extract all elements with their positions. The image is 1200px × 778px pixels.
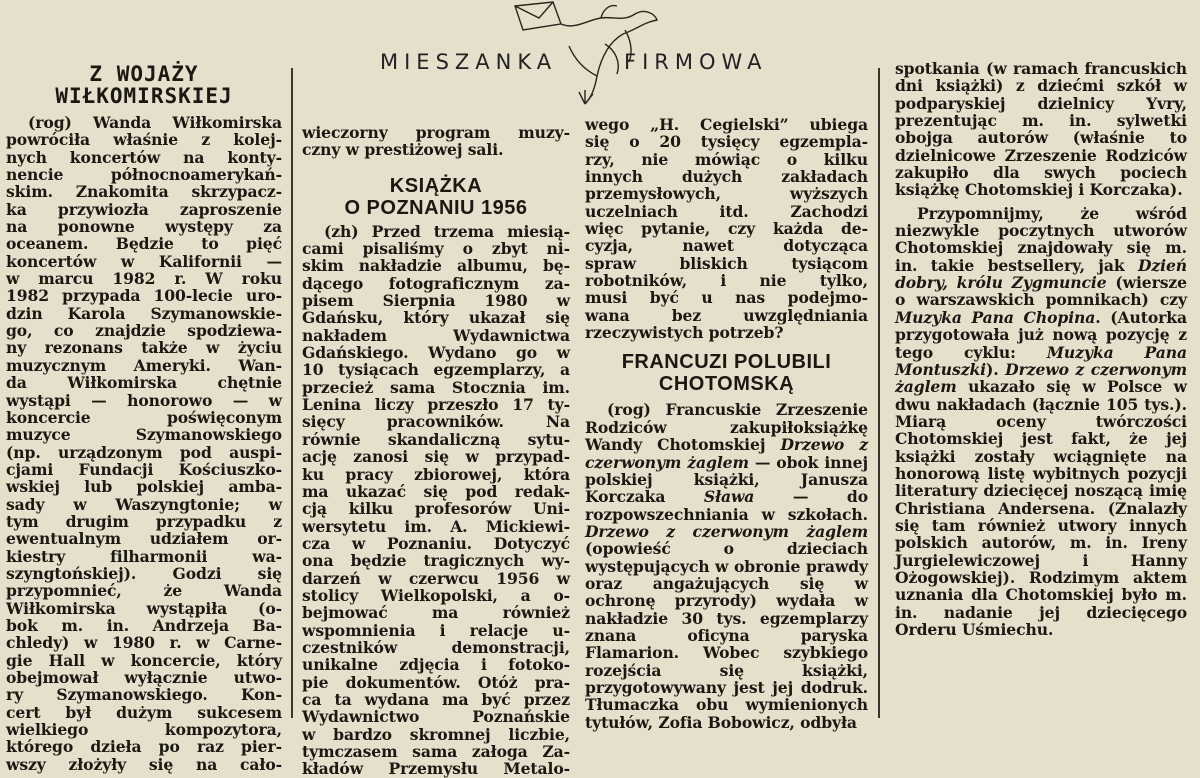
text-line: cją kilku profesorów Uni- bbox=[302, 499, 570, 519]
text-line: wana bez uwzględniania bbox=[585, 305, 868, 325]
text-line: cert był dużym sukcesem bbox=[6, 702, 282, 722]
text-line: oceanem. Będzie to pięć bbox=[6, 234, 282, 254]
text-line: koncercie poświęconym bbox=[6, 407, 282, 427]
text-line: 10 tysiącach egzemplarzy, a bbox=[302, 360, 570, 380]
text-segment: — do rozpowszechniania w szkołach. bbox=[585, 487, 868, 524]
text-segment: (rog) Francuskie Zrzeszenie Rodziców zakupiłoksiążkę Wandy Chotomskiej bbox=[585, 400, 868, 455]
text-line: ny rezonans także w życiu bbox=[6, 338, 282, 358]
text-line: rzy, nie mówiąc o kilku bbox=[585, 149, 868, 169]
text-line: chledy) w 1980 r. w Carne- bbox=[6, 633, 282, 653]
text-line: obejmował wyłącznie utwo- bbox=[6, 668, 282, 687]
text-line: Gdańsku, który ukazał się bbox=[302, 308, 570, 328]
text-line: bejmować ma również bbox=[302, 603, 570, 623]
text-line: darzeń w czerwcu 1956 w bbox=[302, 568, 570, 588]
article-body-continued bbox=[302, 124, 570, 159]
text-line: w bardzo skromnej liczbie, bbox=[302, 724, 570, 744]
article-text bbox=[302, 124, 570, 159]
article-title-line: O POZNANIU 1956 bbox=[344, 196, 528, 219]
column-2 bbox=[302, 0, 570, 778]
text-line: nencie północnoamerykań- bbox=[6, 165, 282, 185]
article-text bbox=[6, 114, 282, 773]
text-line: Wiłkomirska wystąpiła (o- bbox=[6, 598, 282, 618]
column-3 bbox=[585, 0, 869, 732]
text-line: sady w Waszyngtonie; w bbox=[6, 494, 282, 514]
text-line: Lenina liczy przeszło 17 ty- bbox=[302, 395, 570, 415]
text-line: koncertów w Kalifornii — bbox=[6, 251, 282, 271]
text-line: uczelniach itd. Zachodzi bbox=[585, 201, 868, 221]
text-line: czny w prestiżowej sali. bbox=[302, 140, 504, 160]
article-title-line: WIŁKOMIRSKIEJ bbox=[55, 84, 233, 108]
text-segment: (opowieść o dzieciach występujących w obronie prawdy oraz angażujących się w ochronę przyrody) wydała w nakładzie 30 tys. egzemplarzy znana oficyna paryska Flamarion. Wobec szybkiego rozejścia się książki, przygotowywany jest jej dodruk. Tłumaczka obu wymienionych tytułów, Zofia Bobowicz, odbyła bbox=[585, 539, 868, 732]
text-line: muzyce Szymanowskiego bbox=[6, 425, 282, 445]
text-line: się o 20 tysięcy egzempla- bbox=[585, 132, 868, 152]
text-line: Gdańskiego. Wydano go w bbox=[302, 343, 570, 363]
text-line: dzin Karola Szymanowskie- bbox=[6, 303, 282, 323]
text-line: kładów Przemysłu Metalo- bbox=[302, 759, 570, 778]
text-line: w marcu 1982 r. W roku bbox=[6, 269, 282, 289]
article-body bbox=[585, 401, 868, 731]
text-line: wystąpi — honorowo — w bbox=[6, 390, 282, 410]
text-line: na ponowne występy za bbox=[6, 217, 282, 237]
text-line: kiestry filharmonii wa- bbox=[6, 546, 282, 566]
banner-right: FIRMOWA bbox=[624, 50, 768, 74]
article-title-line: Z WOJAŻY bbox=[89, 62, 199, 86]
article-body bbox=[6, 114, 282, 773]
text-segment: ukazało się w Polsce w dwu nakładach (łącznie 105 tys.). Miarą oceny twórczości Chotomskiej jest fakt, że jej książki zostały wciągnięte na honorową listę wybitnych pozycji literatury dziecięcej noszącą imię Christiana Andersena. (Znalazły się tam również utwory innych polskich autorów, m. in. Ireny Jurgielewiczowej i Hanny Ożogowskiej). Rodzimym aktem uznania dla Chotomskiej było m. in. nadanie jej dziecięcego Orderu Uśmiechu. bbox=[895, 377, 1187, 639]
text-line: czestników demonstracji, bbox=[302, 637, 570, 657]
article-body-continued: spotkania (w ramach francuskich dni książki) z dziećmi szkół w podparyskiej dzielnicy Yvry, prezentując m. in. sylwetki obojga autorów (właśnie to dzielnicowe Zrzeszenie Rodziców zakupiło dla swych pociech książkę Chotomskiej i Korczaka). bbox=[895, 59, 1187, 200]
text-line: wieczorny program muzy- bbox=[302, 123, 570, 142]
article-title-line: CHOTOMSKĄ bbox=[658, 373, 795, 396]
text-line: cyzja, nawet dotycząca bbox=[585, 236, 868, 256]
article-body-paragraph bbox=[895, 205, 1187, 639]
text-line: ewentualnym udziałem or- bbox=[6, 529, 282, 549]
text-line: szyngtońskiej). Godzi się bbox=[6, 563, 282, 583]
column-rule bbox=[878, 68, 880, 718]
text-line: sięcy pracowników. Na bbox=[302, 412, 570, 432]
text-line: muzycznym Ameryki. Wan- bbox=[6, 355, 282, 375]
article-title-line: FRANCUZI POLUBILI bbox=[621, 351, 832, 374]
text-line: przypomnieć, że Wanda bbox=[6, 581, 282, 601]
text-line: ka przywiozła zaproszenie bbox=[6, 199, 282, 219]
text-line: tymczasem sama załoga Za- bbox=[302, 742, 570, 761]
banner-left: MIESZANKA bbox=[380, 50, 558, 74]
text-segment: — obok innej polskiej książki, Janusza Korczaka bbox=[585, 452, 868, 507]
column-rule bbox=[291, 68, 293, 718]
text-line: wskiej lub polskiej amba- bbox=[6, 477, 282, 497]
text-line: skim nakładzie albumu, bę- bbox=[302, 256, 570, 276]
text-line: wspomnienia i relacje u- bbox=[302, 620, 570, 640]
book-title: Drzewo z czerwonym żaglem bbox=[895, 359, 1188, 397]
article-text bbox=[302, 223, 570, 778]
text-line: ku pracy zbiorowej, która bbox=[302, 464, 570, 484]
text-line: ację zanosi się w przypad- bbox=[302, 447, 570, 467]
article-text bbox=[585, 116, 868, 341]
text-line: wego „H. Cegielski” ubiega bbox=[585, 115, 868, 134]
text-line: cami pisaliśmy o zbyt ni- bbox=[302, 239, 570, 259]
book-title: Sława bbox=[703, 487, 755, 507]
text-line: przecież sama Stocznia im. bbox=[302, 377, 570, 397]
text-line: unikalne zdjęcia i fotoko- bbox=[302, 655, 570, 675]
text-line: nakładem Wydawnictwa bbox=[302, 325, 570, 345]
text-line: wszy złożyły się na cało- bbox=[6, 754, 282, 774]
text-line: innych dużych zakładach bbox=[585, 167, 868, 187]
text-line: 1982 przypada 100-lecie uro- bbox=[6, 286, 282, 306]
column-1 bbox=[6, 0, 282, 774]
text-line: powróciła właśnie z kolej- bbox=[6, 130, 282, 150]
text-line: robotników, i nie tylko, bbox=[585, 271, 868, 291]
text-line: dącego fotograficznym za- bbox=[302, 273, 570, 293]
text-line: cjami Fundacji Kościuszko- bbox=[6, 459, 282, 479]
column-4 bbox=[895, 0, 1187, 717]
article-body bbox=[302, 223, 570, 778]
text-line: da Wiłkomirska chętnie bbox=[6, 373, 282, 393]
text-line: nych koncertów na konty- bbox=[6, 147, 282, 167]
book-title: Dzień dobry, królu Zygmuncie bbox=[895, 255, 1187, 293]
text-line: skim. Znakomita skrzypacz- bbox=[6, 182, 282, 202]
book-title: Muzyka Pana Chopina bbox=[895, 307, 1096, 327]
text-line: przemysłowych, wyższych bbox=[585, 184, 868, 204]
text-line: stolicy Wielkopolski, a o- bbox=[302, 585, 570, 605]
book-title: Drzewo z czerwonym żaglem bbox=[585, 435, 869, 472]
text-line: ma ukazać się pod redak- bbox=[302, 481, 570, 501]
text-segment: ). bbox=[986, 359, 1006, 379]
text-line: spraw bliskich tysiącom bbox=[585, 253, 868, 273]
text-line: go, co znajdzie spodziewa- bbox=[6, 321, 282, 341]
text-line: pie dokumentów. Otóż pra- bbox=[302, 672, 570, 692]
text-line: (np. urządzonym pod auspi- bbox=[6, 442, 282, 462]
text-line: ry Szymanowskiego. Kon- bbox=[6, 685, 282, 705]
text-line: bok m. in. Andrzeja Ba- bbox=[6, 615, 282, 635]
text-line: Wydawnictwo Poznańskie bbox=[302, 707, 570, 727]
text-line: pisem Sierpnia 1980 w bbox=[302, 291, 570, 311]
article-title-line: KSIĄŻKA bbox=[389, 174, 483, 197]
text-line: ca ta wydana ma być przez bbox=[302, 689, 570, 709]
text-line: ona będzie tragicznych wy- bbox=[302, 551, 570, 571]
text-line: (rog) Wanda Wiłkomirska bbox=[28, 113, 282, 132]
text-line: rzeczywistych potrzeb? bbox=[585, 323, 784, 343]
text-line: wersytetu im. A. Mickiewi- bbox=[302, 516, 570, 536]
article-body-continued bbox=[585, 116, 868, 341]
text-segment: Przypomnijmy, że wśród niezwykle poczytnych utworów Chotomskiej znajdowały się m. in. takie bestsellery, jak bbox=[895, 203, 1187, 275]
text-segment: . (Autorka przygotowała już nową pozycję z tego cyklu: bbox=[895, 307, 1187, 362]
text-line: więc pytanie, czy każda de- bbox=[585, 219, 868, 239]
book-title: Muzyka Pana Montuszki bbox=[895, 342, 1187, 379]
text-line: wielkiego kompozytora, bbox=[6, 720, 282, 740]
book-title: Drzewo z czerwonym żaglem bbox=[585, 521, 868, 541]
text-line: równie skandaliczną sytu- bbox=[302, 429, 570, 449]
text-line: (zh) Przed trzema miesią- bbox=[324, 221, 570, 241]
text-line: gie Hall w koncercie, który bbox=[6, 650, 282, 670]
text-segment: (wiersze o warszawskich pomnikach) czy bbox=[895, 273, 1187, 310]
text-line: cza w Poznaniu. Dotyczyć bbox=[302, 533, 570, 553]
text-line: tym drugim przypadku z bbox=[6, 511, 282, 531]
text-line: którego dzieła po raz pier- bbox=[6, 737, 282, 757]
text-line: musi być u nas podejmo- bbox=[585, 288, 868, 308]
